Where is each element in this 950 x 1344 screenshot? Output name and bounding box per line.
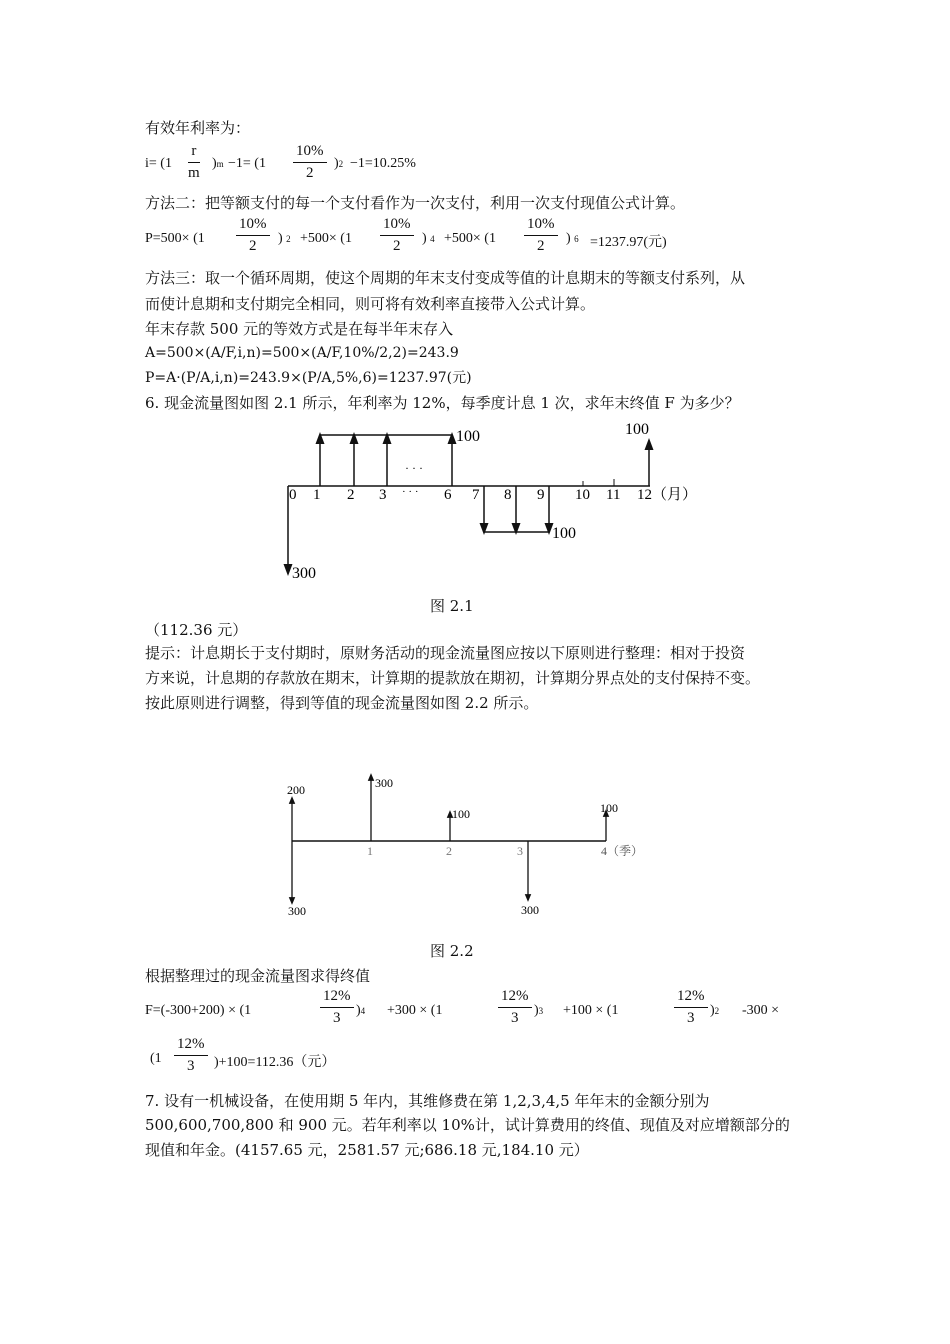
formula3-frac-1: $\frac{12\%}{3}$ <box>320 988 354 1027</box>
hint-line2: 方来说，计息期的存款放在期末，计算期的提款放在期初，计算期分界点处的支付保持不变。 <box>145 669 761 687</box>
fig2-tick-label-2: 2 <box>446 844 452 858</box>
formula3-p2: +300 × (1 <box>387 1003 443 1018</box>
fig1-caption: 图 2.1 <box>430 597 474 615</box>
formula1-frac-a: $\frac{r}{m}$ <box>188 143 200 181</box>
formula3-frac-3: $\frac{12\%}{3}$ <box>674 988 708 1027</box>
fig2-label-up2: 100 <box>452 807 470 821</box>
answer-6: （112.36 元） <box>145 621 248 639</box>
formula3-result: )+100=112.36（元） <box>214 1055 336 1070</box>
formula1-lhs: i= (1 <box>145 156 172 171</box>
formula3-exp-2: )3 <box>534 1003 544 1018</box>
question-7-line1: 7. 设有一机械设备，在使用期 5 年内，其维修费在第 1,2,3,4,5 年年末的金额分别为 <box>145 1092 710 1110</box>
fig1-tick-label-9: 9 <box>537 487 545 503</box>
formula3-p5: (1 <box>150 1051 162 1066</box>
equation-a: A=500×(A/F,i,n)=500×(A/F,10%/2,2)=243.9 <box>145 345 459 361</box>
formula2-p1: P=500× (1 <box>145 231 205 246</box>
formula3-p1: F=(-300+200) × (1 <box>145 1003 252 1018</box>
method3-line1: 方法三：取一个循环周期，使这个周期的年末支付变成等值的计息期末的等额支付系列，从 <box>145 269 746 287</box>
fig2-label-up1: 300 <box>375 776 393 790</box>
formula2-frac-3: $\frac{10\%}{2}$ <box>524 216 558 255</box>
formula2-p2: +500× (1 <box>300 231 352 246</box>
method2-text: 方法二：把等额支付的每一个支付看作为一次支付，利用一次支付现值公式计算。 <box>145 194 686 212</box>
fig1-up-label-right: 100 <box>625 421 649 438</box>
formula3-exp-3: )2 <box>710 1003 720 1018</box>
question-7-line2: 500,600,700,800 和 900 元。若年利率以 10%计，试计算费用的终值、现值及对应增额部分的 <box>145 1116 790 1134</box>
formula2-exp-2: ) 4 <box>422 231 435 246</box>
formula2-p3: +500× (1 <box>444 231 496 246</box>
deposit-text: 年末存款 500 元的等效方式是在每半年末存入 <box>145 320 454 338</box>
question-7-line3: 现值和年金。(4157.65 元，2581.57 元;686.18 元,184.10 元） <box>145 1141 589 1159</box>
formula2-exp-1: ) 2 <box>278 231 291 246</box>
fig1-tick-label-0: 0 <box>289 487 297 503</box>
hint-line1: 提示：计息期长于支付期时，原财务活动的现金流量图应按以下原则进行整理：相对于投资 <box>145 644 746 662</box>
fig1-tick-label-1: 1 <box>313 487 321 503</box>
formula1-minus: −1= (1 <box>228 156 266 171</box>
formula2-exp-3: ) 6 <box>566 231 579 246</box>
hint-line3: 按此原则进行调整，得到等值的现金流量图如图 2.2 所示。 <box>145 694 539 712</box>
fig1-up-label: 100 <box>456 428 480 445</box>
fig2-caption: 图 2.2 <box>430 942 474 960</box>
fig1-tick-label-10: 10 <box>575 487 590 503</box>
formula1-mid: )m <box>212 156 224 171</box>
formula1-frac-b: $\frac{10\%}{2}$ <box>293 143 327 182</box>
cash-flow-diagram-2-1 <box>0 0 950 600</box>
formula3-exp-1: )4 <box>356 1003 366 1018</box>
fig2-tick-label-1: 1 <box>367 844 373 858</box>
fig1-outflow-label: 300 <box>292 565 316 582</box>
fig1-tick-label-6: 6 <box>444 487 452 503</box>
fig1-tick-label-12: 12（月） <box>637 487 698 503</box>
cash-flow-diagram-2-2 <box>0 760 950 935</box>
final-label: 根据整理过的现金流量图求得终值 <box>145 967 371 985</box>
formula3-frac-2: $\frac{12\%}{3}$ <box>498 988 532 1027</box>
fig1-tick-label-11: 11 <box>606 487 621 503</box>
fig1-tick-label-dots: · · · <box>402 486 419 498</box>
formula2-frac-2: $\frac{10\%}{2}$ <box>380 216 414 255</box>
fig2-label-down0: 300 <box>288 904 306 918</box>
intro-label: 有效年利率为： <box>145 119 251 137</box>
formula2-result: =1237.97(元) <box>590 235 667 250</box>
formula3-p3: +100 × (1 <box>563 1003 619 1018</box>
fig2-label-up0: 200 <box>287 783 305 797</box>
fig2-label-up4: 100 <box>600 801 618 815</box>
fig1-down-label: 100 <box>552 525 576 542</box>
fig2-tick-label-3: 3 <box>517 844 523 858</box>
fig1-tick-label-3: 3 <box>379 487 387 503</box>
formula1-tail: )2 <box>334 156 344 171</box>
fig1-tick-label-8: 8 <box>504 487 512 503</box>
fig2-label-down3: 300 <box>521 903 539 917</box>
fig1-tick-label-2: 2 <box>347 487 355 503</box>
formula1-result: −1=10.25% <box>350 156 416 171</box>
formula3-frac-4: $\frac{12\%}{3}$ <box>174 1036 208 1075</box>
formula2-frac-1: $\frac{10\%}{2}$ <box>236 216 270 255</box>
question-6: 6. 现金流量图如图 2.1 所示，年利率为 12%，每季度计息 1 次，求年末终值 F 为多少？ <box>145 394 740 412</box>
equation-p: P=A·(P/A,i,n)=243.9×(P/A,5%,6)=1237.97(元) <box>145 370 472 386</box>
fig2-tick-label-4: 4（季） <box>601 844 644 858</box>
fig1-tick-label-7: 7 <box>472 487 480 503</box>
formula3-p4: -300 × <box>742 1003 780 1018</box>
fig1-dots-top: · · · <box>405 461 423 475</box>
method3-line2: 而使计息期和支付期完全相同，则可将有效利率直接带入公式计算。 <box>145 295 596 313</box>
